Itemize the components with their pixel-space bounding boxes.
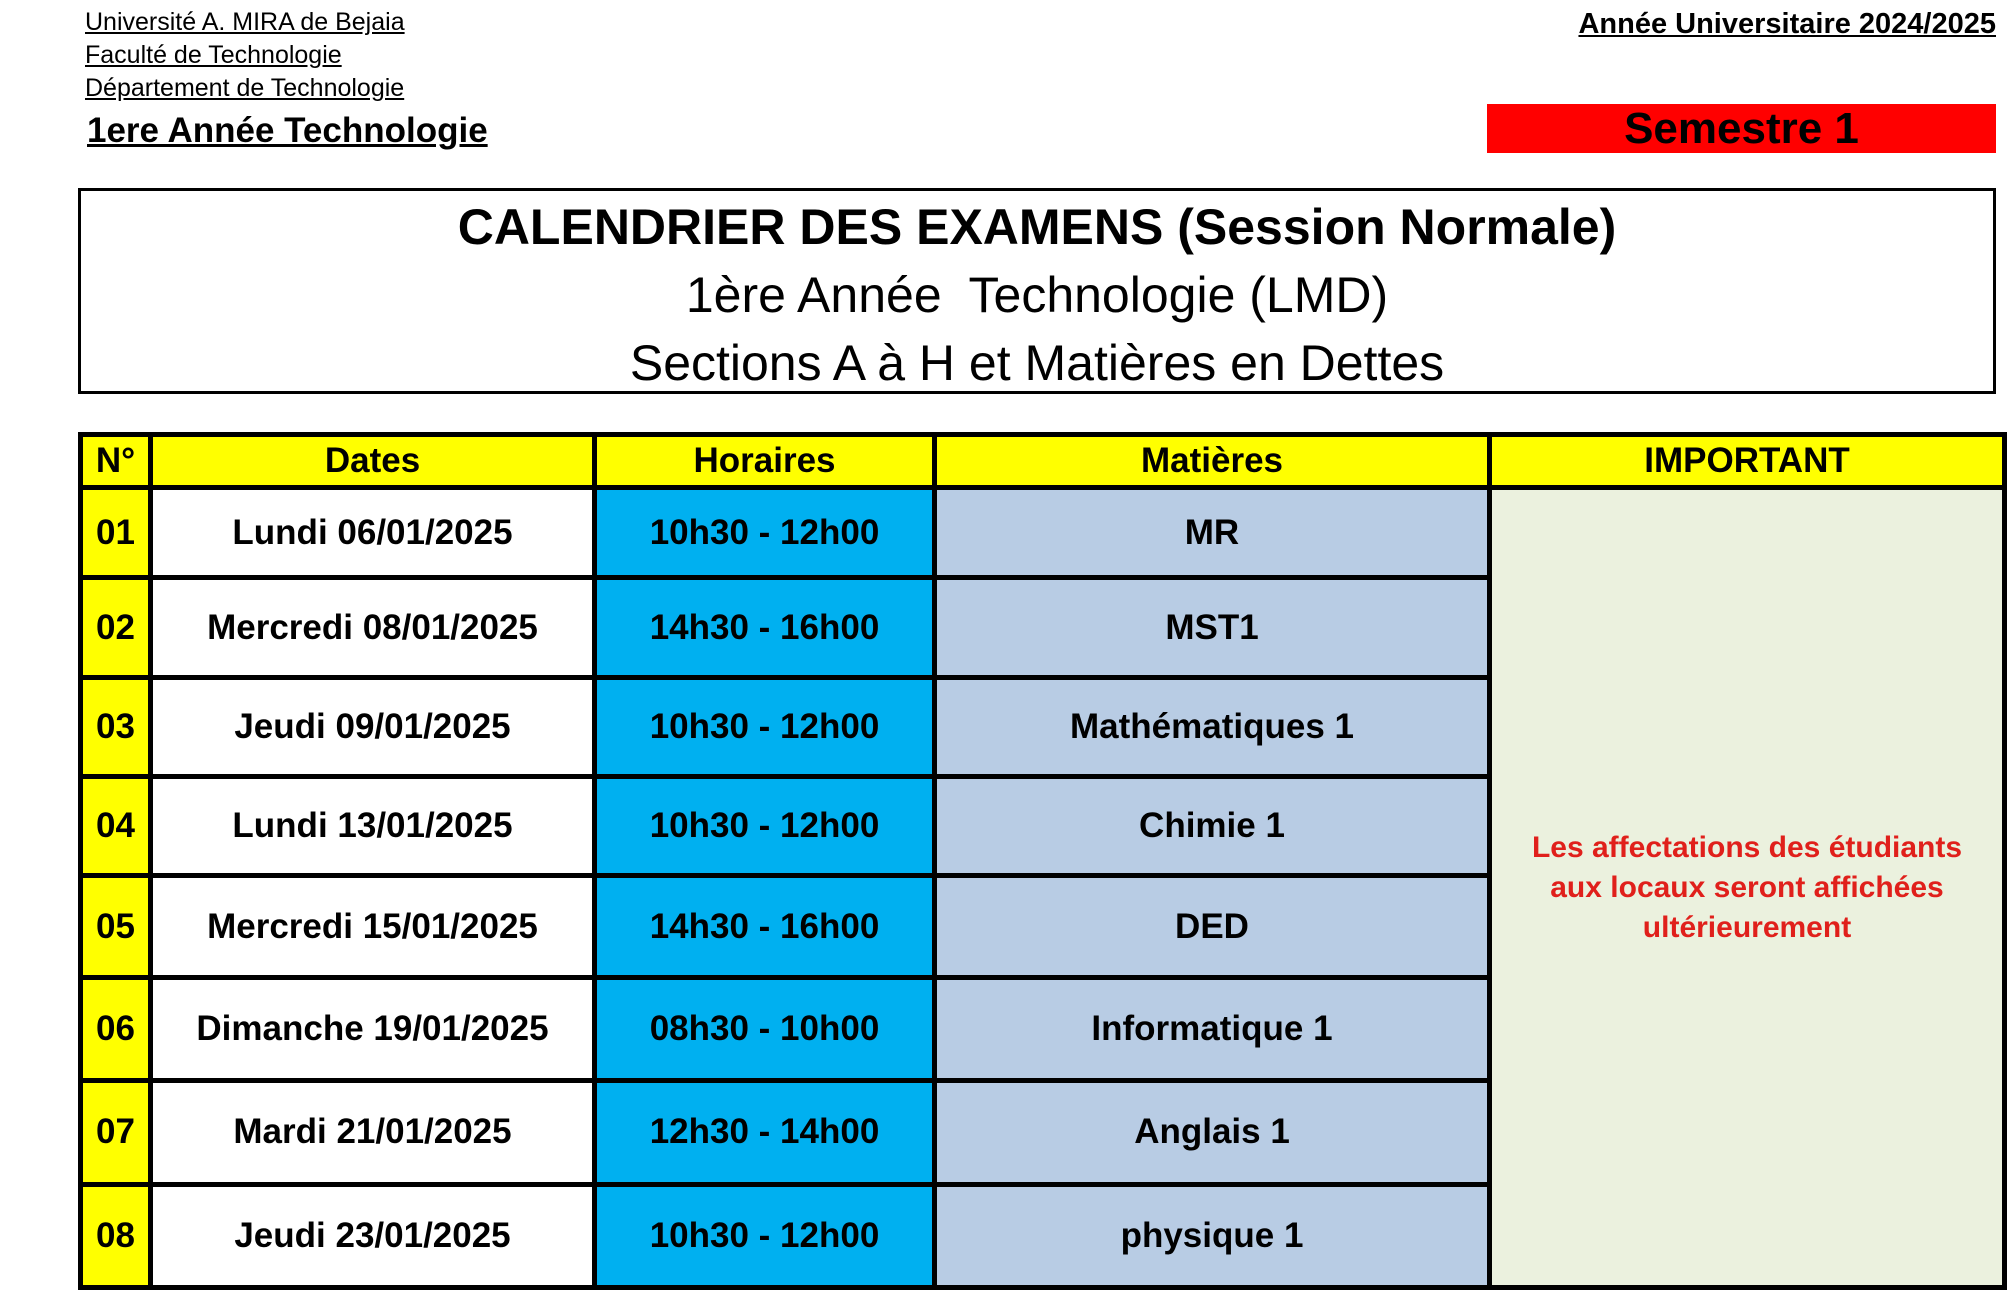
row-date: Jeudi 23/01/2025 bbox=[151, 1184, 595, 1287]
row-time: 10h30 - 12h00 bbox=[595, 488, 935, 578]
document-title-box bbox=[78, 188, 1996, 394]
row-num: 06 bbox=[81, 977, 151, 1080]
faculty-name: Faculté de Technologie bbox=[85, 41, 342, 69]
row-date: Mercredi 15/01/2025 bbox=[151, 876, 595, 977]
column-header-important: IMPORTANT bbox=[1490, 435, 2005, 488]
row-time: 10h30 - 12h00 bbox=[595, 677, 935, 776]
table-row bbox=[81, 488, 2005, 578]
row-num: 04 bbox=[81, 777, 151, 876]
row-subject: Informatique 1 bbox=[935, 977, 1490, 1080]
row-subject: MR bbox=[935, 488, 1490, 578]
semester-badge: Semestre 1 bbox=[1487, 104, 1996, 153]
important-note: Les affectations des étudiants aux locaux seront affichées ultérieurement bbox=[1531, 830, 1963, 944]
row-subject: Chimie 1 bbox=[935, 777, 1490, 876]
important-note-cell bbox=[1490, 488, 2005, 1288]
row-time: 08h30 - 10h00 bbox=[595, 977, 935, 1080]
document-subtitle-level: 1ère Année Technologie (LMD) bbox=[685, 267, 1389, 323]
row-num: 07 bbox=[81, 1081, 151, 1184]
row-date: Mercredi 08/01/2025 bbox=[151, 578, 595, 677]
table-header-row bbox=[81, 435, 2005, 488]
exam-schedule-table bbox=[78, 432, 2007, 1290]
academic-year: Année Universitaire 2024/2025 bbox=[1578, 8, 1996, 40]
row-time: 12h30 - 14h00 bbox=[595, 1081, 935, 1184]
row-time: 10h30 - 12h00 bbox=[595, 777, 935, 876]
column-header-subject: Matières bbox=[935, 435, 1490, 488]
document-subtitle-sections: Sections A à H et Matières en Dettes bbox=[629, 335, 1445, 391]
row-subject: Mathématiques 1 bbox=[935, 677, 1490, 776]
column-header-time: Horaires bbox=[595, 435, 935, 488]
row-num: 05 bbox=[81, 876, 151, 977]
level-title: 1ere Année Technologie bbox=[87, 111, 488, 150]
row-time: 14h30 - 16h00 bbox=[595, 578, 935, 677]
document-title: CALENDRIER DES EXAMENS (Session Normale) bbox=[457, 199, 1617, 255]
row-time: 10h30 - 12h00 bbox=[595, 1184, 935, 1287]
column-header-num: N° bbox=[81, 435, 151, 488]
row-time: 14h30 - 16h00 bbox=[595, 876, 935, 977]
column-header-date: Dates bbox=[151, 435, 595, 488]
university-name: Université A. MIRA de Bejaia bbox=[85, 8, 405, 36]
row-num: 03 bbox=[81, 677, 151, 776]
row-subject: physique 1 bbox=[935, 1184, 1490, 1287]
department-name: Département de Technologie bbox=[85, 74, 405, 102]
institution-header bbox=[85, 6, 488, 155]
row-num: 02 bbox=[81, 578, 151, 677]
row-date: Jeudi 09/01/2025 bbox=[151, 677, 595, 776]
row-date: Lundi 06/01/2025 bbox=[151, 488, 595, 578]
row-date: Dimanche 19/01/2025 bbox=[151, 977, 595, 1080]
row-subject: Anglais 1 bbox=[935, 1081, 1490, 1184]
row-num: 08 bbox=[81, 1184, 151, 1287]
row-num: 01 bbox=[81, 488, 151, 578]
row-subject: MST1 bbox=[935, 578, 1490, 677]
row-date: Mardi 21/01/2025 bbox=[151, 1081, 595, 1184]
row-date: Lundi 13/01/2025 bbox=[151, 777, 595, 876]
row-subject: DED bbox=[935, 876, 1490, 977]
